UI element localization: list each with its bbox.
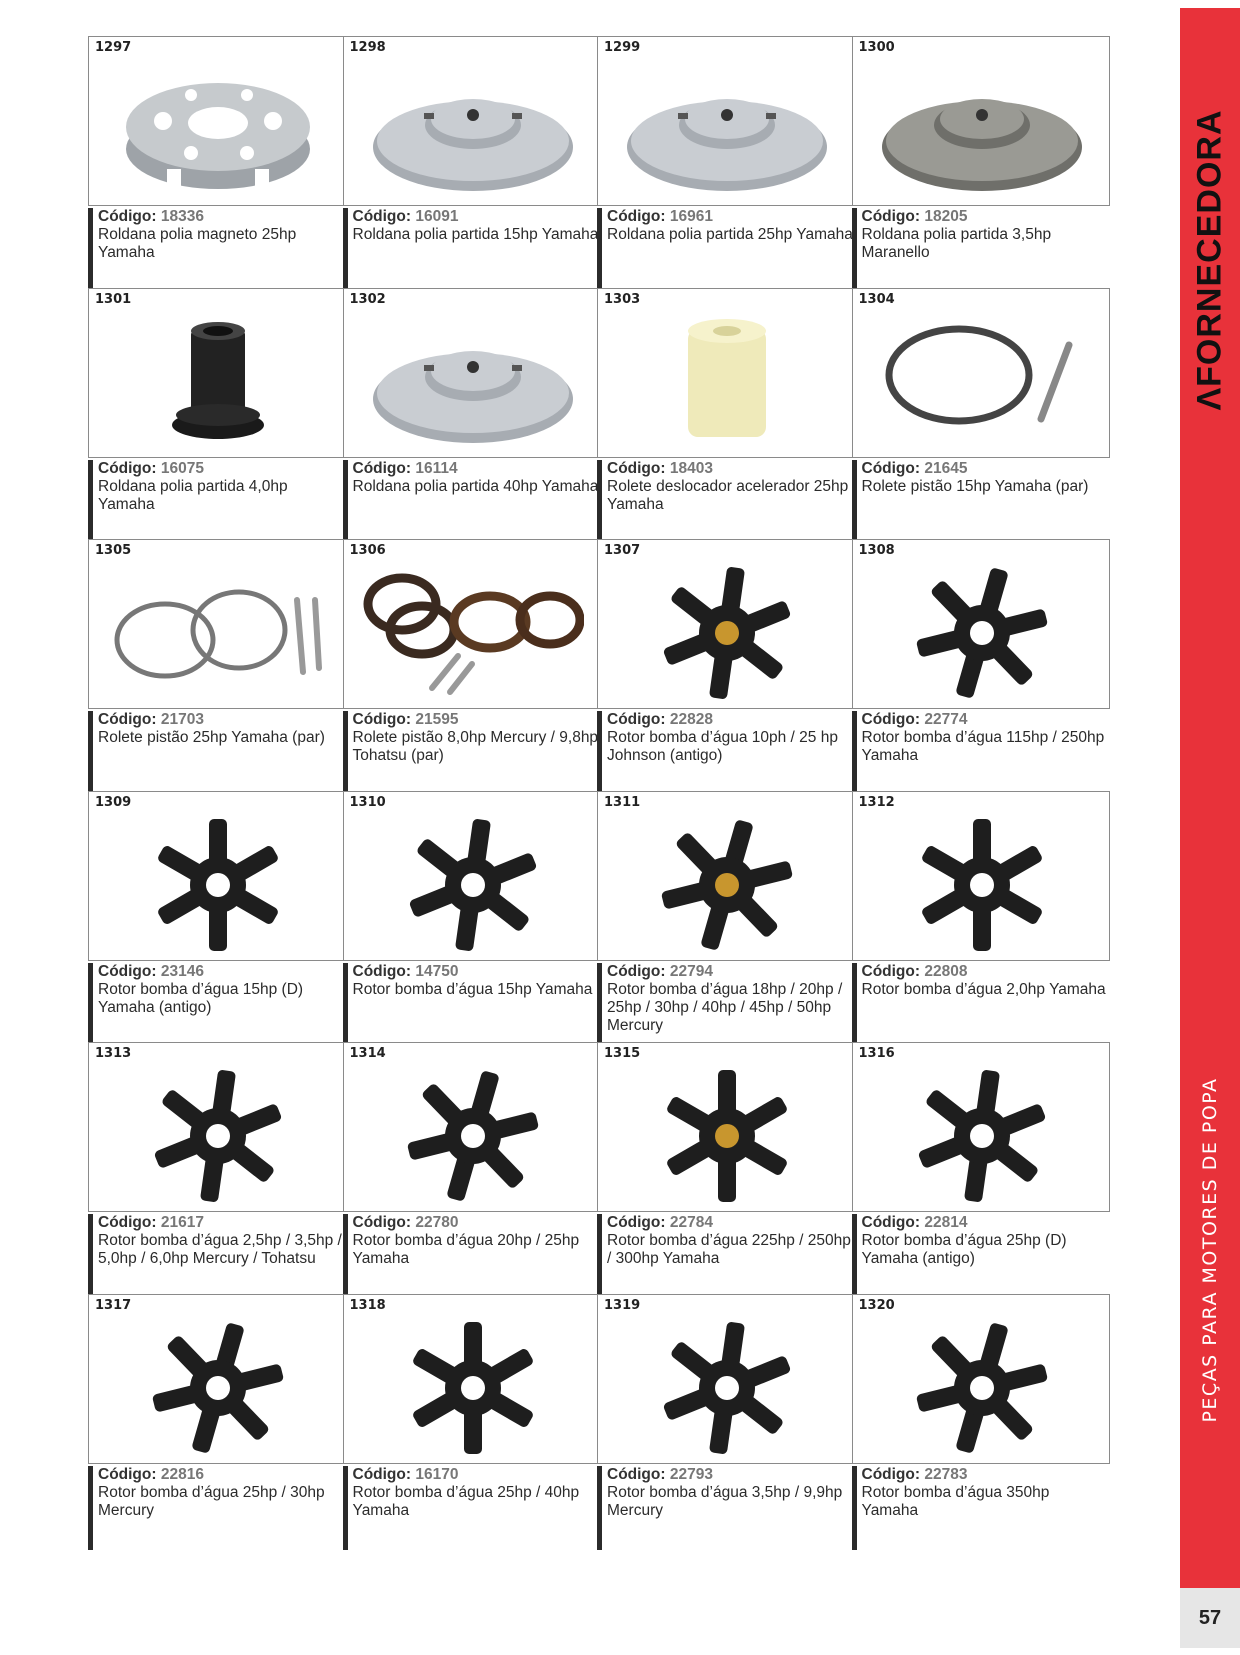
item-number: 1308 — [858, 543, 895, 558]
item-number: 1310 — [349, 794, 386, 810]
product-caption — [88, 1214, 344, 1298]
code-value: 22816 — [160, 1465, 204, 1483]
product-item — [88, 791, 346, 1049]
code-label: Código: — [352, 1465, 412, 1483]
product-description: Rotor bomba d’água 225hp / 250hp / 300hp Yamaha — [607, 1232, 851, 1267]
product-item — [343, 539, 601, 797]
product-grid — [88, 36, 1154, 1616]
product-code — [862, 208, 1108, 226]
product-caption — [597, 208, 853, 292]
impeller-icon — [871, 560, 1093, 706]
item-number: 1313 — [95, 1046, 132, 1061]
product-item — [343, 288, 601, 546]
product-item — [88, 1294, 346, 1552]
pulley-dish-icon — [871, 57, 1093, 203]
product-item — [852, 791, 1110, 1049]
product-item — [343, 791, 601, 1049]
section-title: PEÇAS PARA MOTORES DE POPA — [1199, 1077, 1221, 1423]
item-number: 1309 — [95, 794, 132, 810]
product-item — [852, 539, 1110, 797]
impeller-icon — [871, 812, 1093, 958]
code-value: 14750 — [415, 962, 459, 980]
product-caption — [597, 711, 853, 795]
product-code — [607, 711, 853, 729]
code-value: 22780 — [415, 1214, 459, 1231]
code-value: 18336 — [160, 208, 204, 225]
code-value: 21595 — [415, 711, 459, 728]
item-number: 1311 — [604, 794, 641, 810]
code-label: Código: — [607, 1465, 666, 1483]
product-item — [597, 539, 855, 797]
product-item — [343, 1294, 601, 1552]
product-caption — [597, 1466, 853, 1550]
product-image-frame — [597, 288, 855, 458]
product-image-frame — [343, 1294, 601, 1464]
product-code — [353, 208, 599, 226]
product-caption — [343, 1466, 599, 1550]
impeller-icon — [616, 1315, 838, 1461]
impeller-icon — [362, 1063, 584, 1209]
item-number: 1314 — [349, 1046, 386, 1061]
product-caption — [343, 460, 599, 544]
product-image-frame — [852, 288, 1110, 458]
product-description: Rolete pistão 25hp Yamaha (par) — [98, 729, 325, 746]
code-value: 18205 — [924, 208, 968, 225]
product-image-frame — [88, 539, 346, 709]
code-label: Código: — [98, 1214, 157, 1231]
code-value: 22793 — [669, 1465, 713, 1483]
product-description: Rotor bomba d’água 10ph / 25 hp Johnson (antigo) — [607, 729, 838, 764]
product-item — [852, 36, 1110, 294]
product-image-frame — [852, 1042, 1110, 1212]
product-description: Rotor bomba d’água 115hp / 250hp Yamaha — [861, 729, 1105, 764]
product-description: Rotor bomba d’água 25hp / 30hp Mercury — [98, 1483, 325, 1519]
product-description: Roldana polia partida 40hp Yamaha — [352, 477, 599, 495]
product-item — [88, 36, 346, 294]
code-label: Código: — [98, 459, 157, 477]
product-caption — [88, 460, 344, 544]
product-caption — [343, 1214, 599, 1298]
item-number: 1319 — [604, 1297, 641, 1313]
product-description: Rotor bomba d’água 15hp Yamaha — [352, 980, 593, 998]
code-value: 22783 — [924, 1465, 968, 1483]
product-code — [98, 1466, 344, 1484]
product-code — [98, 711, 344, 729]
product-description: Roldana polia partida 15hp Yamaha — [352, 226, 599, 243]
bushing-icon — [107, 309, 329, 455]
product-item — [852, 1042, 1110, 1300]
product-item — [597, 288, 855, 546]
code-label: Código: — [98, 962, 157, 980]
code-value: 16114 — [415, 459, 458, 477]
code-value: 16075 — [160, 459, 204, 477]
item-number: 1317 — [95, 1297, 132, 1313]
product-caption — [343, 711, 599, 795]
code-label: Código: — [352, 459, 412, 477]
product-description: Rotor bomba d’água 15hp (D) Yamaha (antigo) — [98, 980, 304, 1016]
impeller-icon — [362, 1315, 584, 1461]
product-description: Rotor bomba d’água 18hp / 20hp / 25hp / 30hp / 40hp / 45hp / 50hp Mercury — [607, 980, 843, 1034]
impeller-icon — [616, 1063, 838, 1209]
item-number: 1297 — [95, 40, 132, 55]
code-label: Código: — [607, 711, 666, 728]
code-label: Código: — [98, 711, 157, 728]
code-value: 16961 — [669, 208, 713, 225]
page-number: 57 — [1180, 1588, 1240, 1648]
product-code — [607, 460, 853, 478]
product-description: Roldana polia partida 4,0hp Yamaha — [98, 477, 288, 513]
product-image-frame — [597, 1042, 855, 1212]
impeller-icon — [107, 812, 329, 958]
product-description: Roldana polia partida 3,5hp Maranello — [861, 226, 1052, 261]
product-image-frame — [597, 36, 855, 206]
product-image-frame — [597, 539, 855, 709]
product-caption — [852, 1466, 1108, 1550]
product-description: Rotor bomba d’água 3,5hp / 9,9hp Mercury — [607, 1483, 843, 1519]
product-code — [862, 963, 1108, 981]
product-caption — [597, 460, 853, 544]
item-number: 1302 — [349, 291, 386, 307]
pulley-dish-icon — [362, 309, 584, 455]
product-code — [98, 208, 344, 226]
product-item — [88, 288, 346, 546]
product-caption — [88, 208, 344, 292]
product-description: Roldana polia magneto 25hp Yamaha — [98, 226, 297, 261]
product-description: Rolete pistão 15hp Yamaha (par) — [861, 477, 1089, 495]
product-code — [607, 1466, 853, 1484]
product-code — [353, 460, 599, 478]
code-value: 18403 — [669, 459, 713, 477]
product-description: Rolete pistão 8,0hp Mercury / 9,8hp Tohatsu (par) — [352, 729, 599, 764]
product-code — [862, 460, 1108, 478]
item-number: 1304 — [858, 291, 895, 307]
product-item — [88, 539, 346, 797]
code-label: Código: — [607, 1214, 666, 1231]
code-label: Código: — [607, 459, 666, 477]
product-caption — [852, 711, 1108, 795]
code-label: Código: — [352, 1214, 412, 1231]
code-label: Código: — [98, 1465, 157, 1483]
product-item — [597, 1042, 855, 1300]
product-caption — [852, 460, 1108, 544]
product-item — [852, 1294, 1110, 1552]
product-caption — [343, 208, 599, 292]
product-code — [353, 963, 599, 981]
item-number: 1299 — [604, 40, 641, 55]
product-code — [353, 1214, 599, 1232]
product-image-frame — [597, 791, 855, 961]
product-caption — [88, 963, 344, 1047]
item-number: 1318 — [349, 1297, 386, 1313]
code-value: 22794 — [669, 962, 713, 980]
code-value: 21617 — [160, 1214, 204, 1231]
product-description: Rolete deslocador acelerador 25hp Yamaha — [607, 477, 849, 513]
impeller-icon — [107, 1315, 329, 1461]
product-caption — [88, 1466, 344, 1550]
impeller-icon — [616, 812, 838, 958]
impeller-icon — [107, 1063, 329, 1209]
product-code — [607, 208, 853, 226]
code-value: 22774 — [924, 711, 968, 728]
product-code — [98, 1214, 344, 1232]
code-value: 22784 — [669, 1214, 713, 1231]
code-value: 16091 — [415, 208, 459, 225]
product-image-frame — [852, 1294, 1110, 1464]
ring-pin-icon — [871, 309, 1093, 455]
item-number: 1320 — [858, 1297, 895, 1313]
impeller-icon — [362, 812, 584, 958]
item-number: 1303 — [604, 291, 641, 307]
product-item — [88, 1042, 346, 1300]
item-number: 1300 — [858, 40, 895, 55]
impeller-icon — [871, 1315, 1093, 1461]
product-image-frame — [88, 36, 346, 206]
product-caption — [852, 208, 1108, 292]
product-code — [353, 1466, 599, 1484]
code-label: Código: — [352, 208, 412, 225]
code-label: Código: — [352, 711, 412, 728]
product-description: Rotor bomba d’água 350hp Yamaha — [861, 1483, 1050, 1519]
product-code — [98, 460, 344, 478]
item-number: 1316 — [858, 1046, 895, 1061]
code-label: Código: — [861, 711, 921, 728]
product-image-frame — [343, 288, 601, 458]
impeller-icon — [616, 560, 838, 706]
product-image-frame — [343, 539, 601, 709]
item-number: 1312 — [858, 794, 895, 810]
code-label: Código: — [861, 208, 921, 225]
product-caption — [597, 1214, 853, 1298]
product-item — [597, 36, 855, 294]
product-image-frame — [343, 36, 601, 206]
item-number: 1298 — [349, 40, 386, 55]
pulley-dish-icon — [616, 57, 838, 203]
product-image-frame — [852, 791, 1110, 961]
code-label: Código: — [607, 208, 666, 225]
product-item — [597, 1294, 855, 1552]
product-code — [862, 711, 1108, 729]
pulley-dish-icon — [362, 57, 584, 203]
product-code — [607, 963, 853, 981]
product-image-frame — [343, 1042, 601, 1212]
code-label: Código: — [98, 208, 157, 225]
product-code — [607, 1214, 853, 1232]
brand-logo: ΛFORNECEDORA — [1190, 109, 1229, 411]
product-code — [353, 711, 599, 729]
product-image-frame — [597, 1294, 855, 1464]
product-image-frame — [88, 1042, 346, 1212]
product-code — [862, 1214, 1108, 1232]
product-image-frame — [852, 36, 1110, 206]
product-image-frame — [88, 288, 346, 458]
product-code — [862, 1466, 1108, 1484]
product-image-frame — [88, 791, 346, 961]
product-caption — [597, 963, 853, 1047]
product-caption — [88, 711, 344, 795]
product-item — [597, 791, 855, 1049]
product-item — [343, 1042, 601, 1300]
product-description: Rotor bomba d’água 2,0hp Yamaha — [861, 980, 1106, 998]
product-caption — [852, 1214, 1108, 1298]
product-item — [343, 36, 601, 294]
product-description: Rotor bomba d’água 20hp / 25hp Yamaha — [352, 1232, 580, 1267]
product-description: Rotor bomba d’água 2,5hp / 3,5hp / 5,0hp / 6,0hp Mercury / Tohatsu — [98, 1232, 342, 1267]
code-label: Código: — [861, 1465, 921, 1483]
product-item — [852, 288, 1110, 546]
item-number: 1306 — [349, 543, 386, 558]
code-value: 22808 — [924, 962, 968, 980]
ring-pin-icon — [362, 560, 584, 706]
code-value: 22814 — [924, 1214, 968, 1231]
code-value: 22828 — [669, 711, 713, 728]
code-value: 16170 — [415, 1465, 459, 1483]
product-code — [98, 963, 344, 981]
item-number: 1315 — [604, 1046, 641, 1061]
item-number: 1307 — [604, 543, 641, 558]
pulley-plate-icon — [107, 57, 329, 203]
code-value: 23146 — [160, 962, 204, 980]
code-label: Código: — [861, 962, 921, 980]
item-number: 1305 — [95, 543, 132, 558]
product-caption — [343, 963, 599, 1047]
product-description: Rotor bomba d’água 25hp (D) Yamaha (antigo) — [861, 1232, 1067, 1267]
product-image-frame — [852, 539, 1110, 709]
product-description: Roldana polia partida 25hp Yamaha — [607, 226, 853, 243]
code-label: Código: — [352, 962, 412, 980]
code-label: Código: — [861, 459, 921, 477]
code-value: 21645 — [924, 459, 968, 477]
roller-icon — [616, 309, 838, 455]
product-image-frame — [88, 1294, 346, 1464]
item-number: 1301 — [95, 291, 132, 307]
product-image-frame — [343, 791, 601, 961]
product-description: Rotor bomba d’água 25hp / 40hp Yamaha — [352, 1483, 580, 1519]
sidebar-band — [1180, 8, 1240, 1588]
code-value: 21703 — [160, 711, 204, 728]
ring-pin-icon — [107, 560, 329, 706]
code-label: Código: — [861, 1214, 921, 1231]
code-label: Código: — [607, 962, 666, 980]
product-caption — [852, 963, 1108, 1047]
impeller-icon — [871, 1063, 1093, 1209]
